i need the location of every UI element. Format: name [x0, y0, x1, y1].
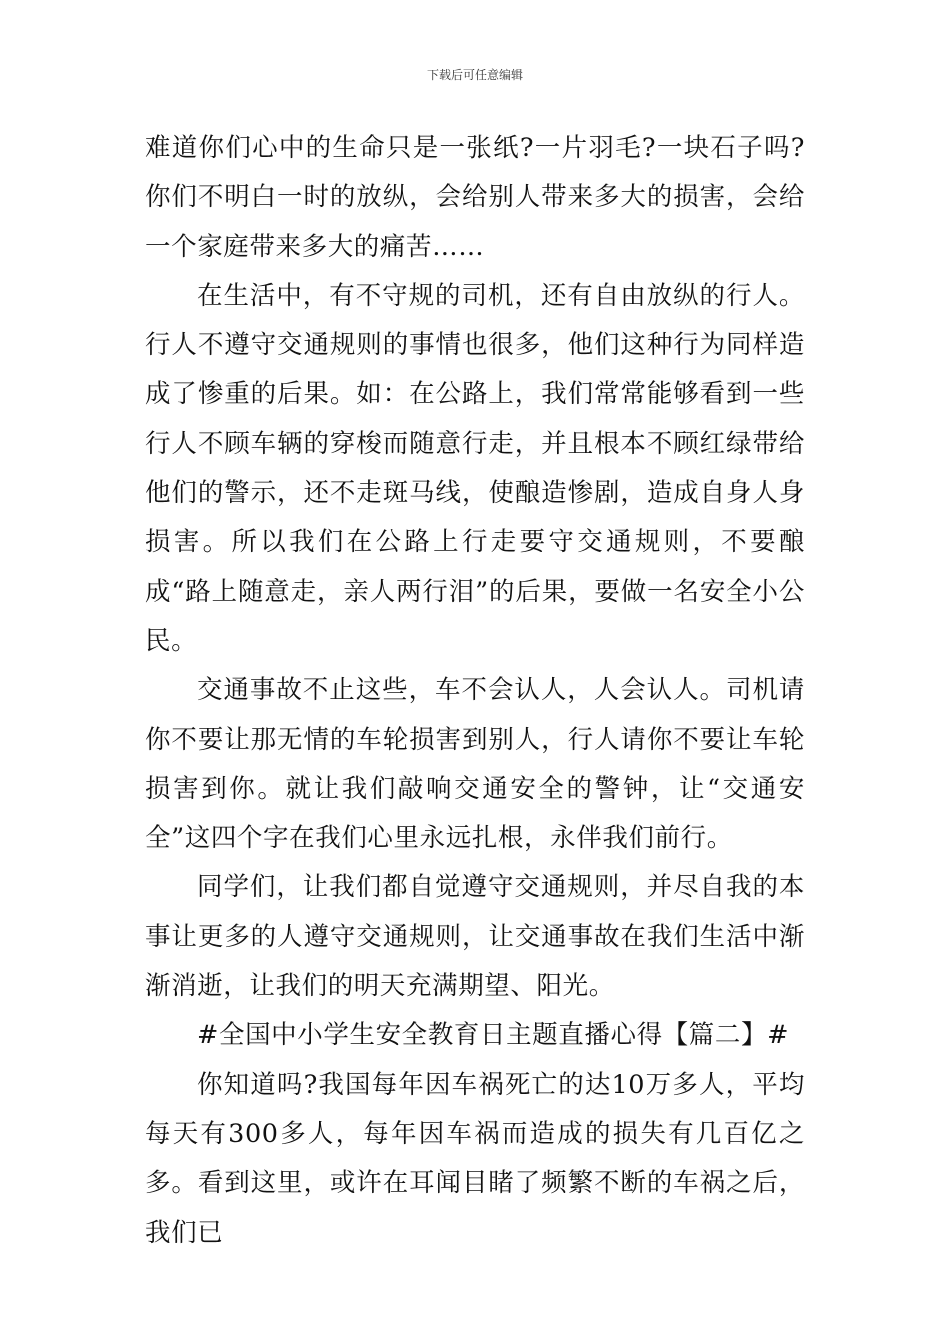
paragraph-3: 交通事故不止这些，车不会认人，人会认人。司机请你不要让那无情的车轮损害到别人，行人请你不要让车轮损害到你。就让我们敲响交通安全的警钟，让“交通安全”这四个字在我们心里永远扎根，永伴我们前行。 — [145, 675, 805, 854]
paragraph-1: 难道你们心中的生命只是一张纸?一片羽毛?一块石子吗?你们不明白一时的放纵，会给别人带来多大的损害，会给一个家庭带来多大的痛苦…… — [145, 133, 805, 262]
paragraph-5: 你知道吗?我国每年因车祸死亡的达10万多人，平均每天有300多人，每年因车祸而造成的损失有几百亿之多。看到这里，或许在耳闻目睹了频繁不断的车祸之后，我们已 — [145, 1069, 805, 1248]
paragraph-2: 在生活中，有不守规的司机，还有自由放纵的行人。行人不遵守交通规则的事情也很多，他们这种行为同样造成了惨重的后果。如：在公路上，我们常常能够看到一些行人不顾车辆的穿梭而随意行走，并且根本不顾红绿带给他们的警示，还不走斑马线，使酿造惨剧，造成自身人身损害。所以我们在公路上行走要守交通规则，不要酿成“路上随意走，亲人两行泪”的后果，要做一名安全小公民。 — [145, 280, 805, 656]
page-header: 下载后可任意编辑 — [426, 68, 523, 82]
document-body — [145, 124, 805, 1258]
paragraph-4: 同学们，让我们都自觉遵守交通规则，并尽自我的本事让更多的人遵守交通规则，让交通事故在我们生活中渐渐消逝，让我们的明天充满期望、阳光。 — [145, 872, 805, 1002]
section-heading: #全国中小学生安全教育日主题直播心得【篇二】# — [197, 1020, 790, 1051]
